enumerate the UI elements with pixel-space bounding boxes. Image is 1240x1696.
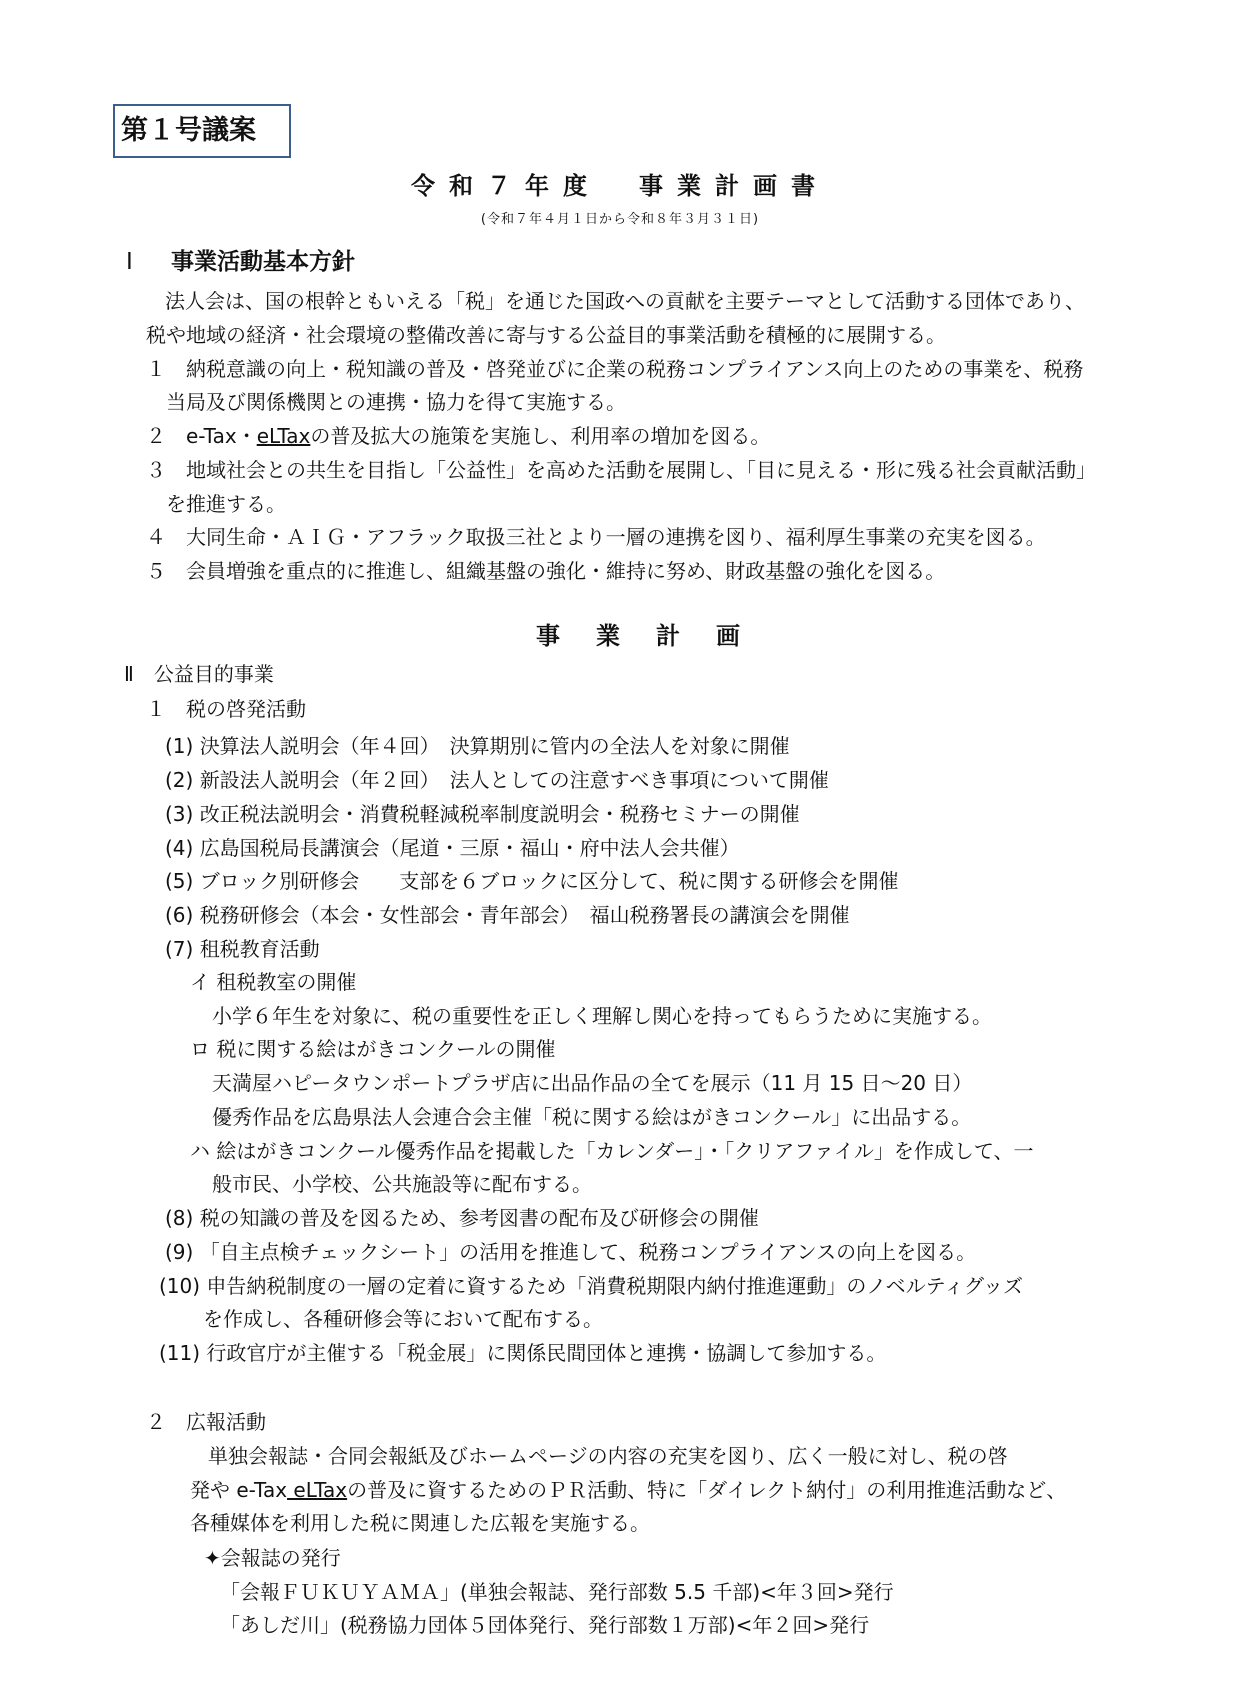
public-relations-line2-suffix: の普及に資するためのＰＲ活動、特に「ダイレクト納付」の利用推進活動など、 <box>347 1478 1067 1502</box>
section1-intro-line1: 法人会は、国の根幹ともいえる「税」を通じた国政への貢献を主要テーマとして活動する団体であり、 <box>165 289 1085 313</box>
list-item-2: (2) 新設法人説明会（年２回） 法人としての注意すべき事項について開催 <box>165 768 829 792</box>
list-item-10-line1: (10) 申告納税制度の一層の定着に資するため「消費税期限内納付推進運動」のノベルティグッズ <box>159 1274 1024 1298</box>
list-item-3: (3) 改正税法説明会・消費税軽減税率制度説明会・税務セミナーの開催 <box>165 802 800 826</box>
public-relations-heading: ２ 広報活動 <box>146 1410 266 1434</box>
list-item-7b-text2: 優秀作品を広島県法人会連合会主催「税に関する絵はがきコンクール」に出品する。 <box>212 1105 972 1129</box>
list-item-11: (11) 行政官庁が主催する「税金展」に関係民間団体と連携・協調して参加する。 <box>159 1341 887 1365</box>
policy-item-1-line2: 当局及び関係機関との連携・協力を得て実施する。 <box>166 390 626 414</box>
magazine-item-2: 「あしだ川」(税務協力団体５団体発行、発行部数１万部)<年２回>発行 <box>220 1613 870 1637</box>
public-relations-line2 <box>190 1478 1066 1502</box>
policy-item-4: ４ 大同生命・ＡＩＧ・アフラック取扱三社とより一層の連携を図り、福利厚生事業の充実を図る。 <box>146 525 1046 549</box>
plan-title: 事業計画 <box>536 622 776 650</box>
public-relations-line3: 各種媒体を利用した税に関連した広報を実施する。 <box>190 1511 650 1535</box>
magazine-item-1: 「会報ＦＵＫＵＹＡＭＡ」(単独会報誌、発行部数 5.5 千部)<年３回>発行 <box>220 1580 894 1604</box>
policy-item-3-line2: を推進する。 <box>166 492 286 516</box>
section1-title: 事業活動基本方針 <box>171 249 355 275</box>
policy-item-2 <box>146 424 770 448</box>
list-item-5: (5) ブロック別研修会 支部を６ブロックに区分して、税に関する研修会を開催 <box>165 869 899 893</box>
public-relations-line2-prefix: 発や e-Tax <box>190 1478 288 1502</box>
magazine-heading <box>204 1546 341 1570</box>
eltax-link-2: eLTax <box>287 1478 348 1502</box>
diamond-star-icon: ✦ <box>204 1546 221 1570</box>
section1-heading <box>126 249 355 277</box>
list-item-7c-line2: 般市民、小学校、公共施設等に配布する。 <box>212 1172 592 1196</box>
section2-heading: Ⅱ 公益目的事業 <box>124 662 274 686</box>
section1-intro-line2: 税や地域の経済・社会環境の整備改善に寄与する公益目的事業活動を積極的に展開する。 <box>146 323 946 347</box>
policy-item-3-line1: ３ 地域社会との共生を目指し「公益性」を高めた活動を展開し、「目に見える・形に残る社会貢献活動」 <box>146 458 1096 482</box>
fiscal-period: (令和７年４月１日から令和８年３月３１日) <box>480 212 760 227</box>
list-item-7b-heading: ロ 税に関する絵はがきコンクールの開催 <box>190 1037 556 1061</box>
list-item-7b-text1: 天満屋ハピータウンポートプラザ店に出品作品の全てを展示（11 月 15 日～20 日） <box>212 1071 973 1095</box>
public-relations-line1: 単独会報誌・合同会報紙及びホームページの内容の充実を図り、広く一般に対し、税の啓 <box>208 1444 1008 1468</box>
list-item-7: (7) 租税教育活動 <box>165 937 320 961</box>
list-item-7c-line1: ハ 絵はがきコンクール優秀作品を掲載した「カレンダー」・「クリアファイル」を作成して、一 <box>190 1139 1034 1163</box>
list-item-8: (8) 税の知識の普及を図るため、参考図書の配布及び研修会の開催 <box>165 1206 759 1230</box>
agenda-badge: 第１号議案 <box>113 104 291 158</box>
policy-item-2-prefix: ２ e-Tax・ <box>146 424 257 448</box>
policy-item-1-line1: １ 納税意識の向上・税知識の普及・啓発並びに企業の税務コンプライアンス向上のための事業を、税務 <box>146 357 1084 381</box>
list-item-7a-text: 小学６年生を対象に、税の重要性を正しく理解し関心を持ってもらうために実施する。 <box>212 1004 992 1028</box>
list-item-10-line2: を作成し、各種研修会等において配布する。 <box>203 1307 603 1331</box>
magazine-heading-label: 会報誌の発行 <box>220 1546 341 1570</box>
list-item-7a-heading: イ 租税教室の開催 <box>190 970 357 994</box>
list-item-4: (4) 広島国税局長講演会（尾道・三原・福山・府中法人会共催） <box>165 836 740 860</box>
policy-item-2-suffix: の普及拡大の施策を実施し、利用率の増加を図る。 <box>310 424 771 448</box>
tax-awareness-heading: １ 税の啓発活動 <box>146 697 306 721</box>
section1-number: Ⅰ <box>126 249 133 275</box>
list-item-9: (9) 「自主点検チェックシート」の活用を推進して、税務コンプライアンスの向上を図る。 <box>165 1240 977 1264</box>
policy-item-5: ５ 会員増強を重点的に推進し、組織基盤の強化・維持に努め、財政基盤の強化を図る。 <box>146 559 946 583</box>
list-item-6: (6) 税務研修会（本会・女性部会・青年部会） 福山税務署長の講演会を開催 <box>165 903 850 927</box>
eltax-link: eLTax <box>256 424 311 448</box>
list-item-1: (1) 決算法人説明会（年４回） 決算期別に管内の全法人を対象に開催 <box>165 734 790 758</box>
document-title: 令和７年度 事業計画書 <box>411 172 829 200</box>
